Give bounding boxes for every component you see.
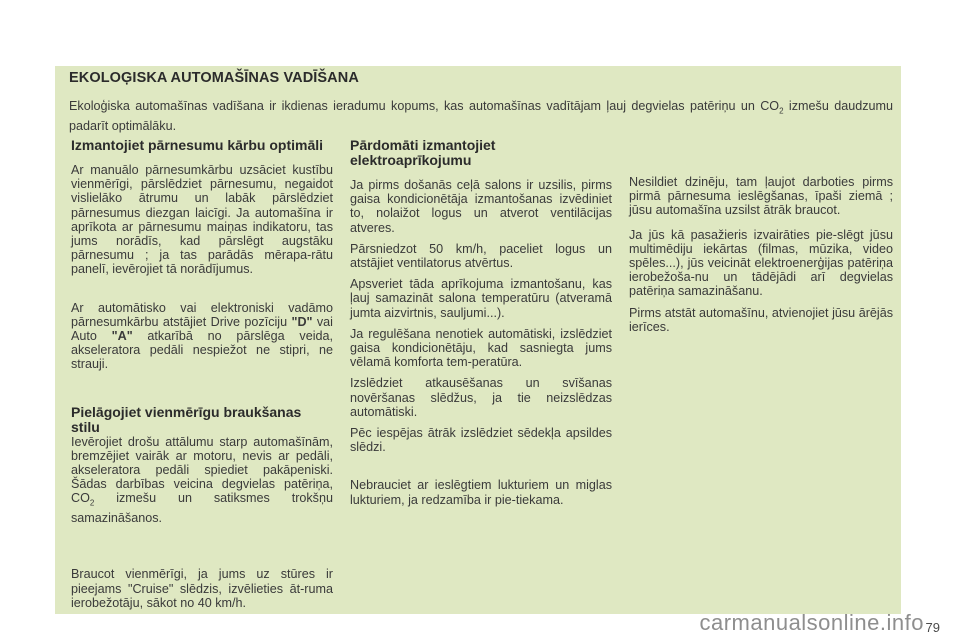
intro-text-2: izmešu daudzumu padarīt optimālāku.	[69, 99, 894, 134]
paragraph-windows: Pārsniedzot 50 km/h, paceliet logus un atstājiet ventilatorus atvērtus.	[350, 241, 612, 271]
text-fragment: vai Auto	[71, 314, 333, 344]
paragraph-manual-gearbox: Ar manuālo pārnesumkārbu uzsāciet kustību vienmērīgi, pārslēdziet pārnesumu, negaidot vislielāko ātrumu un labāk pārslēdziet pārnesumus diezgan laicīgi. Ja automašīna ir aprīkota ar pārnesumu maiņas indikatoru, tas jums norādīs, kad pārslēgt augstāku pārnesumu ; ja tas parādās mērapa-rātu panelī, ievērojiet tā norādījumus.	[71, 163, 333, 277]
column-2	[350, 138, 612, 507]
paragraph-air-conditioning: Ja regulēšana nenotiek automātiski, izslēdziet gaisa kondicionētāju, kad sasniegta jums vēlamā komforta tem-peratūra.	[350, 326, 612, 370]
paragraph-automatic-gearbox	[71, 301, 333, 372]
intro-subscript: 2	[779, 106, 784, 116]
heading-gearbox: Izmantojiet pārnesumu kārbu optimāli	[71, 137, 324, 153]
paragraph-engine-warmup: Nesildiet dzinēju, tam ļaujot darboties pirms pirmā pārnesuma ieslēgšanas, īpaši ziemā ; jūsu automašīna uzsilst ātrāk braucot.	[629, 175, 893, 218]
paragraph-equipment: Apsveriet tāda aprīkojuma izmantošanu, kas ļauj samazināt salona temperatūru (atveramā jumta aizvirtnis, sauljumi...).	[350, 277, 612, 320]
paragraph-seat-heating: Pēc iespējas ātrāk izslēdziet sēdekļa apsildes slēdzi.	[350, 426, 612, 455]
co2-subscript: 2	[89, 498, 95, 508]
column-1	[71, 138, 333, 610]
page-number: 79	[925, 620, 940, 635]
text-fragment: Ar automātisko vai elektroniski vadāmo pārnesumkārbu atstājiet Drive pozīciju	[71, 300, 333, 329]
watermark: carmanualsonline.info	[699, 610, 924, 635]
paragraph-cruise: Braucot vienmērīgi, ja jums uz stūres ir pieejams "Cruise" slēdzis, izvēlieties āt-ruma ierobežotāju, sākot no 40 km/h.	[71, 567, 333, 610]
paragraph-defrost: Izslēdziet atkausēšanas un svīšanas novēršanas slēdžus, ja tie neizslēdzas automātiski.	[350, 376, 612, 419]
page-title: EKOLOĢISKA AUTOMAŠĪNAS VADĪŠANA	[69, 70, 359, 86]
paragraph-ventilate: Ja pirms došanās ceļā salons ir uzsilis, pirms gaisa kondicionētāja izmantošanas izvēdiniet to, nolaižot logus un atverot ventilācijas atveres.	[350, 178, 612, 235]
paragraph-safe-distance	[71, 435, 333, 526]
text-fragment: Ievērojiet drošu attālumu starp automašīnām, bremzējiet vairāk ar motoru, nevis ar pedāli, akseleratora pedāli spiediet pakāpeniski. Šādas darbības veicina degvielas patēriņa, CO	[71, 434, 333, 506]
text-fragment: izmešu un satiksmes trokšņu samazināšanos.	[71, 491, 333, 526]
heading-electrical-equipment: Pārdomāti izmantojiet elektroaprīkojumu	[350, 137, 496, 168]
heading-driving-style: Pielāgojiet vienmērīgu braukšanas stilu	[71, 403, 302, 435]
text-fragment: atkarībā no pārslēga veida, akseleratora pedāli nespiežot ne stipri, ne strauji.	[71, 329, 333, 372]
intro-text-1: Ekoloģiska automašīnas vadīšana ir ikdienas ieradumu kopums, kas automašīnas vadītājam ļauj degvielas patēriņu un CO	[69, 99, 780, 113]
paragraph-devices: Pirms atstāt automašīnu, atvienojiet jūsu ārējās ierīces.	[629, 305, 893, 334]
paragraph-lights: Nebrauciet ar ieslēgtiem lukturiem un miglas lukturiem, ja redzamība ir pie-tiekama.	[350, 478, 612, 507]
drive-position-label: "D"	[291, 314, 313, 329]
intro-paragraph	[69, 99, 893, 134]
paragraph-multimedia: Ja jūs kā pasažieris izvairāties pie-slēgt jūsu multimēdiju iekārtas (filmas, mūzika, video spēles...), jūs veicināt elektroenerģijas patēriņa ierobežoša-nu un tādējādi arī degvielas patēriņa samazināšanu.	[629, 227, 893, 299]
column-3	[629, 175, 893, 334]
auto-position-label: "A"	[111, 329, 133, 344]
